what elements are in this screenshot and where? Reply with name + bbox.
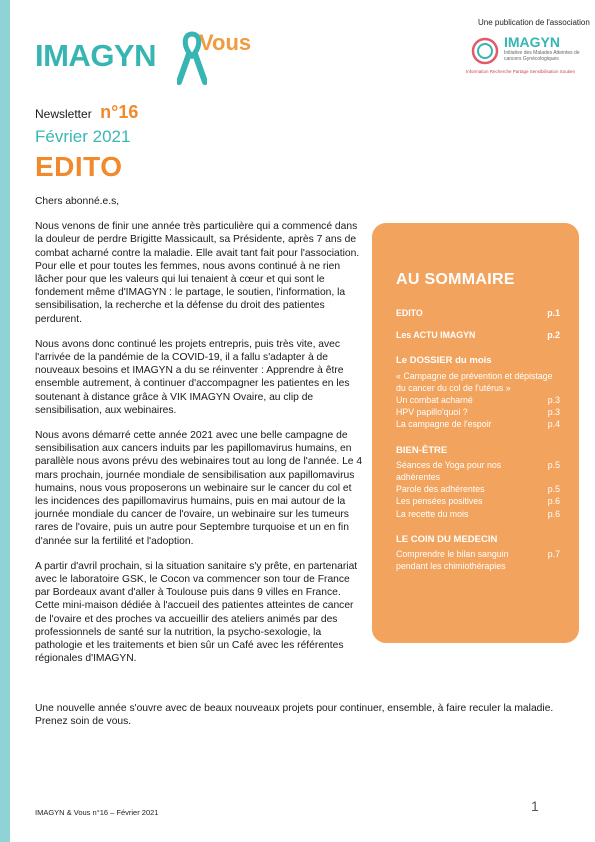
- edito-paragraph: A partir d'avril prochain, si la situation sanitaire s'y prête, en partenariat avec le laboratoire GSK, le Cocon va commencer son tour de France par Bordeaux avant d'aller à Toulouse puis dans 9 villes en France. Cette mini-maison dédiée à l'accueil des patientes atteintes de cancer de l'ovaire et des proches va accueillir des ateliers animés par des professionnels de santé sur la nutrition, la psycho-sexologie, la pathologie et les traitements et bien sûr un Café avec les référentes régionales d'IMAGYN.: [35, 560, 358, 665]
- logo-main-text: IMAGYN: [35, 38, 156, 73]
- edito-paragraph: Nous avons donc continué les projets entrepris, puis très vite, avec l'arrivée de la pandémie de la COVID-19, il a fallu s'adapter à de nouveaux besoins et IMAGYN a du se réinventer : Apprendre à être ensemble autrement, à continuer d'accompagner les patientes en les soutenant à distance grâce à VIK IMAGYN Ovaire, au clip de sensibilisation, aux webinaires.: [35, 338, 350, 416]
- table-of-contents: [372, 223, 579, 643]
- toc-item[interactable]: La campagne de l'espoir p.4: [396, 419, 560, 430]
- toc-section-dossier: Le DOSSIER du mois: [396, 355, 492, 367]
- toc-item-actu[interactable]: Les ACTU IMAGYN p.2: [396, 330, 560, 341]
- newsletter-label: Newsletter: [35, 107, 92, 121]
- edito-body: [35, 195, 365, 678]
- toc-title: AU SOMMAIRE: [396, 271, 515, 288]
- imagyn-vous-logo: [35, 30, 275, 90]
- toc-list: [396, 307, 560, 572]
- left-color-bar: [0, 0, 10, 842]
- association-name: IMAGYN: [504, 34, 560, 50]
- footer-text: IMAGYN & Vous n°16 – Février 2021: [35, 808, 159, 817]
- logo-vous-text: Vous: [199, 30, 252, 55]
- toc-item[interactable]: La recette du mois p.6: [396, 508, 560, 519]
- toc-item[interactable]: Les pensées positives p.6: [396, 496, 560, 507]
- toc-item[interactable]: Parole des adhérentes p.5: [396, 484, 560, 495]
- edito-greeting: Chers abonné.e.s,: [35, 196, 120, 207]
- association-logo: [466, 34, 586, 78]
- toc-section-medecin: LE COIN DU MEDECIN: [396, 533, 498, 545]
- newsletter-date: Février 2021: [35, 127, 131, 146]
- edito-paragraph: Nous avons démarré cette année 2021 avec une belle campagne de sensibilisation aux cancers induits par les papillomavirus humains, en parallèle nous avons prévu des webinaires tout au long de l'année. Le 4 mars prochain, journée mondiale de sensibilisation aux papillomavirus humains, nous vous proposerons un webinaire sur le cancer du col et les incidences des papillomavirus humains, puis en mai autour de la journée mondiale du cancer de l'ovaire, un webinaire sur les tumeurs rares de l'ovaire, puis un autre pour Septembre turquoise et un en fin d'année sur la fertilité et l'adoption.: [35, 430, 363, 547]
- page-number: 1: [531, 798, 539, 814]
- publication-line: Une publication de l'association: [478, 18, 590, 27]
- edito-paragraph: Nous venons de finir une année très particulière qui a commencé dans la douleur de perdre Brigitte Massicault, sa Présidente, après 7 ans de combat acharné contre la maladie. Elle avait tant fait pour l'association. Pour elle et pour toutes les femmes, nous avons continué à ne rien lâcher pour que les valeurs qui lui tenaient à cœur et qui sont le fondement même d'IMAGYN : le partage, le soutien, l'information, la sensibilisation, la recherche et la défense du droit des patientes perdurent.: [35, 221, 360, 325]
- edito-title: EDITO: [35, 151, 123, 182]
- edito-closing: Une nouvelle année s'ouvre avec de beaux nouveaux projets pour continuer, ensemble, à faire reculer la maladie. Prenez soin de vous.: [35, 703, 554, 728]
- association-tagline: Information Recherche Partage Sensibilisation Soutien: [466, 69, 576, 74]
- toc-item[interactable]: « Campagne de prévention et dépistage du cancer du col de l'utérus »: [396, 370, 553, 393]
- newsletter-line: [35, 102, 138, 123]
- association-emblem-icon: [470, 36, 500, 66]
- toc-item[interactable]: Comprendre le bilan sanguin pendant les chimiothérapies p.7: [396, 549, 560, 572]
- toc-item-edito[interactable]: EDITO p.1: [396, 308, 560, 318]
- toc-item[interactable]: HPV papillo'quoi ? p.3: [396, 407, 560, 418]
- toc-section-bienetre: BIEN-ÊTRE: [396, 444, 448, 456]
- toc-item[interactable]: Un combat acharné p.3: [396, 395, 560, 406]
- association-subtitle: Initiative des Malades Atteintes de cancers Gynécologiques: [504, 50, 580, 62]
- toc-item[interactable]: Séances de Yoga pour nos adhérentes p.5: [396, 459, 560, 483]
- newsletter-number: n°16: [100, 102, 139, 122]
